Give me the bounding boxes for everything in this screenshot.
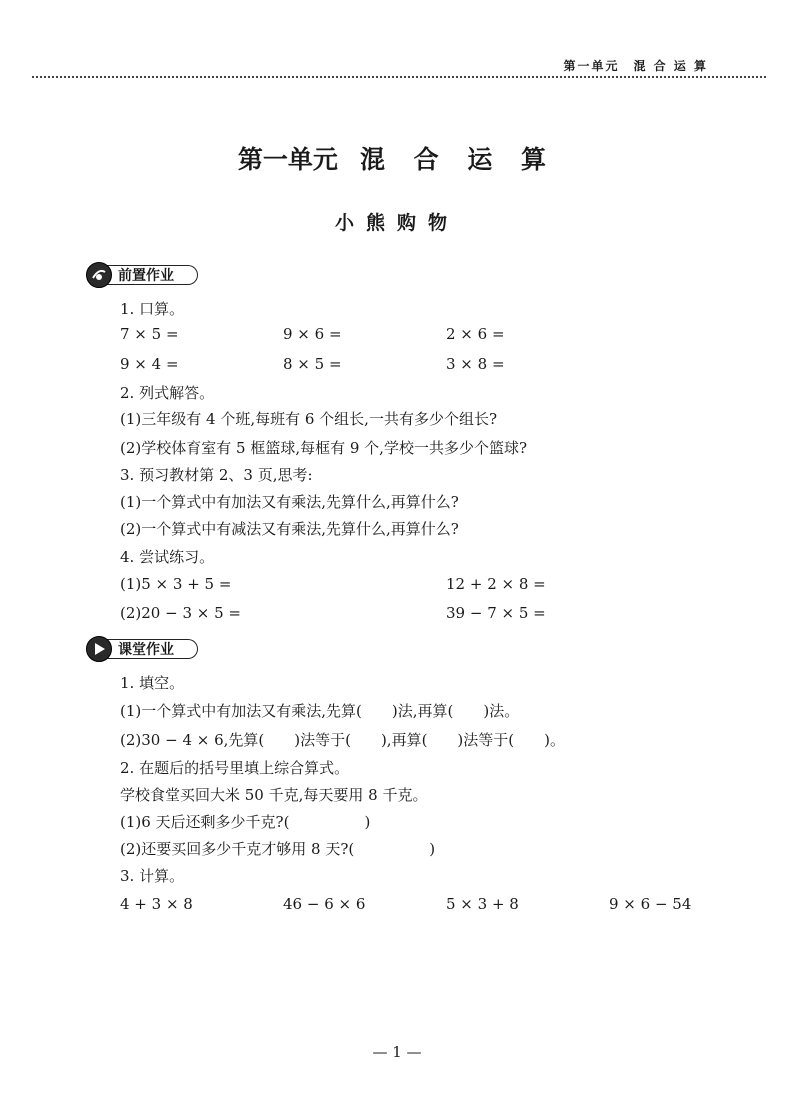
s2-q1: 1. 填空。 (120, 674, 185, 692)
section-badge-preview (86, 262, 204, 288)
s1-q1: 1. 口算。 (120, 300, 185, 318)
unit-label: 第一单元 (237, 145, 338, 174)
s2-q2-2: (2)还要买回多少千克才够用 8 天?( ) (120, 840, 436, 858)
s2-q1-1: (1)一个算式中有加法又有乘法,先算( )法,再算( )法。 (120, 702, 520, 720)
s1-q2-1: (1)三年级有 4 个班,每班有 6 个组长,一共有多少个组长? (120, 410, 497, 428)
s1-q3-1: (1)一个算式中有加法又有乘法,先算什么,再算什么? (120, 493, 459, 511)
header-divider (32, 76, 766, 78)
play-icon (86, 636, 112, 662)
mental-item: 9 × 6 = (283, 325, 342, 343)
unit-title (0, 140, 794, 176)
calc-item: 46 − 6 × 6 (283, 895, 366, 913)
try-item: (1)5 × 3 + 5 = (120, 575, 232, 593)
unit-name: 混 合 运 算 (359, 145, 557, 174)
try-item: (2)20 − 3 × 5 = (120, 604, 241, 622)
mental-item: 3 × 8 = (446, 355, 505, 373)
running-header: 第一单元 混 合 运 算 (563, 59, 708, 73)
s2-q3: 3. 计算。 (120, 867, 185, 885)
mental-item: 8 × 5 = (283, 355, 342, 373)
section-badge-class (86, 636, 204, 662)
page-number: — 1 — (372, 1043, 422, 1061)
s2-q2-text: 学校食堂买回大米 50 千克,每天要用 8 千克。 (120, 786, 428, 804)
badge-label: 课堂作业 (104, 639, 198, 659)
try-item: 39 − 7 × 5 = (446, 604, 546, 622)
lesson-title: 小熊购物 (334, 212, 459, 234)
mental-item: 2 × 6 = (446, 325, 505, 343)
calc-item: 5 × 3 + 8 (446, 895, 519, 913)
s1-q3-2: (2)一个算式中有减法又有乘法,先算什么,再算什么? (120, 520, 459, 538)
try-item: 12 + 2 × 8 = (446, 575, 546, 593)
s1-q2-2: (2)学校体育室有 5 框篮球,每框有 9 个,学校一共多少个篮球? (120, 439, 527, 457)
mental-item: 9 × 4 = (120, 355, 179, 373)
s1-q3: 3. 预习教材第 2、3 页,思考: (120, 466, 313, 484)
s1-q4: 4. 尝试练习。 (120, 548, 215, 566)
badge-label: 前置作业 (104, 265, 198, 285)
s2-q2: 2. 在题后的括号里填上综合算式。 (120, 759, 350, 777)
s2-q2-1: (1)6 天后还剩多少千克?( ) (120, 813, 371, 831)
pen-icon (86, 262, 112, 288)
mental-item: 7 × 5 = (120, 325, 179, 343)
calc-item: 4 + 3 × 8 (120, 895, 193, 913)
s1-q2: 2. 列式解答。 (120, 384, 215, 402)
calc-item: 9 × 6 − 54 (609, 895, 692, 913)
s2-q1-2: (2)30 − 4 × 6,先算( )法等于( ),再算( )法等于( )。 (120, 731, 565, 749)
